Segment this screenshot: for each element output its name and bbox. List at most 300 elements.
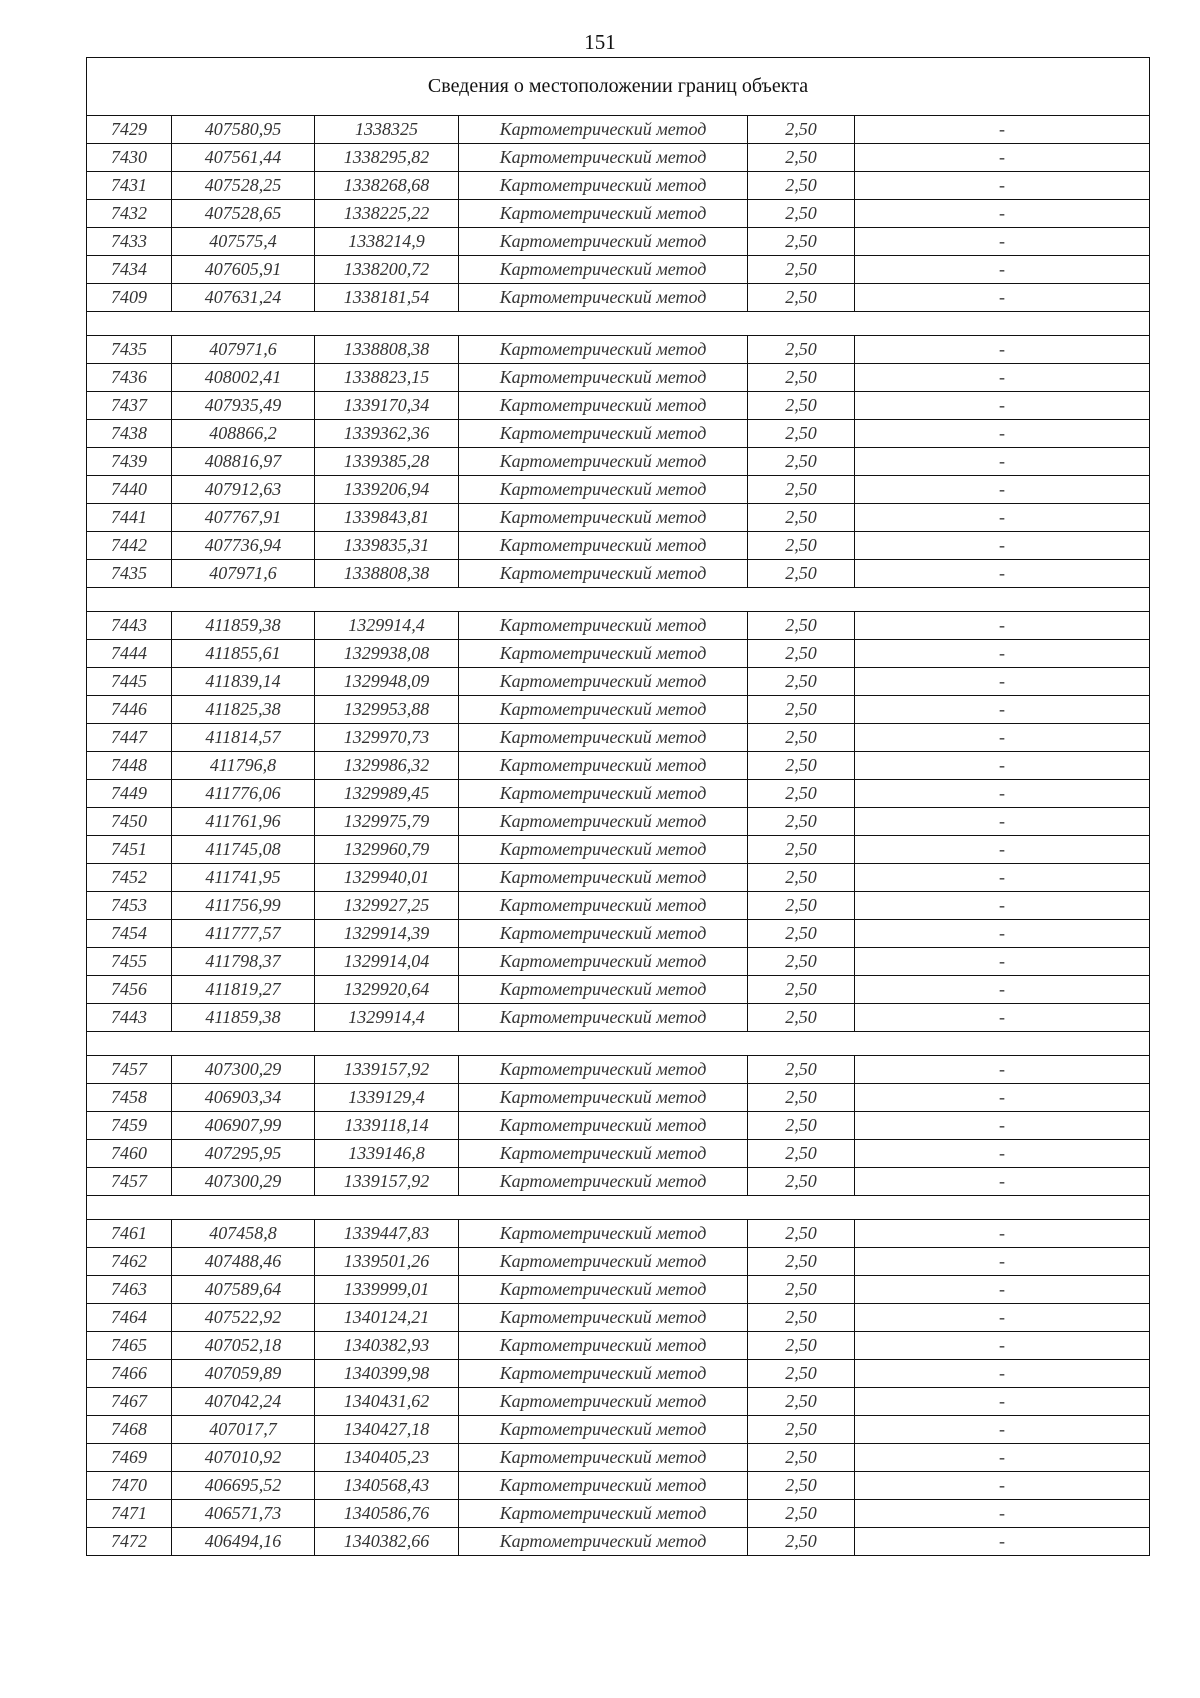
coord-y-cell: 1329914,04: [315, 948, 459, 976]
method-cell: Картометрический метод: [459, 1360, 748, 1388]
accuracy-cell: 2,50: [748, 256, 855, 284]
method-cell: Картометрический метод: [459, 836, 748, 864]
accuracy-cell: 2,50: [748, 1472, 855, 1500]
coord-x-cell: 407631,24: [172, 284, 315, 312]
coord-y-cell: 1339447,83: [315, 1220, 459, 1248]
coord-x-cell: 411756,99: [172, 892, 315, 920]
description-cell: -: [855, 420, 1150, 448]
point-number-cell: 7456: [87, 976, 172, 1004]
point-number-cell: 7432: [87, 200, 172, 228]
point-number-cell: 7445: [87, 668, 172, 696]
coord-y-cell: 1329948,09: [315, 668, 459, 696]
point-number-cell: 7451: [87, 836, 172, 864]
table-row: [87, 612, 1150, 640]
accuracy-cell: 2,50: [748, 1444, 855, 1472]
table-row: [87, 1220, 1150, 1248]
table-row: [87, 1500, 1150, 1528]
point-number-cell: 7471: [87, 1500, 172, 1528]
method-cell: Картометрический метод: [459, 476, 748, 504]
accuracy-cell: 2,50: [748, 1220, 855, 1248]
section-separator-cell: [87, 312, 1150, 336]
table-row: [87, 752, 1150, 780]
coord-y-cell: 1329986,32: [315, 752, 459, 780]
description-cell: -: [855, 864, 1150, 892]
accuracy-cell: 2,50: [748, 336, 855, 364]
method-cell: Картометрический метод: [459, 668, 748, 696]
accuracy-cell: 2,50: [748, 752, 855, 780]
coord-x-cell: 411776,06: [172, 780, 315, 808]
method-cell: Картометрический метод: [459, 1276, 748, 1304]
table-row: [87, 256, 1150, 284]
point-number-cell: 7431: [87, 172, 172, 200]
point-number-cell: 7453: [87, 892, 172, 920]
point-number-cell: 7466: [87, 1360, 172, 1388]
description-cell: -: [855, 560, 1150, 588]
accuracy-cell: 2,50: [748, 948, 855, 976]
point-number-cell: 7469: [87, 1444, 172, 1472]
point-number-cell: 7454: [87, 920, 172, 948]
point-number-cell: 7433: [87, 228, 172, 256]
table-row: [87, 808, 1150, 836]
method-cell: Картометрический метод: [459, 228, 748, 256]
method-cell: Картометрический метод: [459, 640, 748, 668]
coord-x-cell: 407935,49: [172, 392, 315, 420]
coord-y-cell: 1338225,22: [315, 200, 459, 228]
boundary-coordinates-table: [86, 57, 1150, 1556]
table-row: [87, 200, 1150, 228]
accuracy-cell: 2,50: [748, 1112, 855, 1140]
point-number-cell: 7460: [87, 1140, 172, 1168]
table-row: [87, 780, 1150, 808]
table-row: [87, 1472, 1150, 1500]
coord-x-cell: 408816,97: [172, 448, 315, 476]
method-cell: Картометрический метод: [459, 560, 748, 588]
table-row: [87, 336, 1150, 364]
coord-y-cell: 1339501,26: [315, 1248, 459, 1276]
coord-x-cell: 407300,29: [172, 1056, 315, 1084]
table-row: [87, 640, 1150, 668]
method-cell: Картометрический метод: [459, 1004, 748, 1032]
method-cell: Картометрический метод: [459, 1500, 748, 1528]
coord-x-cell: 411761,96: [172, 808, 315, 836]
description-cell: -: [855, 724, 1150, 752]
coord-y-cell: 1329975,79: [315, 808, 459, 836]
accuracy-cell: 2,50: [748, 1304, 855, 1332]
point-number-cell: 7429: [87, 116, 172, 144]
table-row: [87, 448, 1150, 476]
page-number: 151: [584, 30, 616, 54]
table-row: [87, 1388, 1150, 1416]
coord-x-cell: 407561,44: [172, 144, 315, 172]
coord-y-cell: 1338214,9: [315, 228, 459, 256]
description-cell: -: [855, 448, 1150, 476]
coord-y-cell: 1340405,23: [315, 1444, 459, 1472]
coord-y-cell: 1339157,92: [315, 1056, 459, 1084]
accuracy-cell: 2,50: [748, 228, 855, 256]
table-row: [87, 172, 1150, 200]
coord-x-cell: 411859,38: [172, 612, 315, 640]
description-cell: -: [855, 836, 1150, 864]
coord-x-cell: 407575,4: [172, 228, 315, 256]
accuracy-cell: 2,50: [748, 172, 855, 200]
method-cell: Картометрический метод: [459, 1528, 748, 1556]
table-row: [87, 284, 1150, 312]
coord-x-cell: 407042,24: [172, 1388, 315, 1416]
table-row: [87, 1332, 1150, 1360]
coord-x-cell: 406695,52: [172, 1472, 315, 1500]
accuracy-cell: 2,50: [748, 1276, 855, 1304]
method-cell: Картометрический метод: [459, 1168, 748, 1196]
section-separator-cell: [87, 588, 1150, 612]
description-cell: -: [855, 1500, 1150, 1528]
point-number-cell: 7464: [87, 1304, 172, 1332]
section-separator-cell: [87, 1032, 1150, 1056]
accuracy-cell: 2,50: [748, 892, 855, 920]
method-cell: Картометрический метод: [459, 780, 748, 808]
method-cell: Картометрический метод: [459, 976, 748, 1004]
coord-x-cell: 407736,94: [172, 532, 315, 560]
accuracy-cell: 2,50: [748, 1416, 855, 1444]
table-row: [87, 892, 1150, 920]
coord-x-cell: 407522,92: [172, 1304, 315, 1332]
method-cell: Картометрический метод: [459, 420, 748, 448]
accuracy-cell: 2,50: [748, 976, 855, 1004]
point-number-cell: 7443: [87, 612, 172, 640]
coord-y-cell: 1339157,92: [315, 1168, 459, 1196]
description-cell: -: [855, 1056, 1150, 1084]
method-cell: Картометрический метод: [459, 724, 748, 752]
method-cell: Картометрический метод: [459, 1444, 748, 1472]
method-cell: Картометрический метод: [459, 116, 748, 144]
point-number-cell: 7462: [87, 1248, 172, 1276]
coord-y-cell: 1339118,14: [315, 1112, 459, 1140]
coord-y-cell: 1340382,93: [315, 1332, 459, 1360]
accuracy-cell: 2,50: [748, 532, 855, 560]
coord-x-cell: 411745,08: [172, 836, 315, 864]
accuracy-cell: 2,50: [748, 448, 855, 476]
coord-x-cell: 406907,99: [172, 1112, 315, 1140]
method-cell: Картометрический метод: [459, 808, 748, 836]
point-number-cell: 7435: [87, 336, 172, 364]
table-row: [87, 1056, 1150, 1084]
accuracy-cell: 2,50: [748, 1004, 855, 1032]
accuracy-cell: 2,50: [748, 612, 855, 640]
description-cell: -: [855, 532, 1150, 560]
accuracy-cell: 2,50: [748, 1084, 855, 1112]
description-cell: -: [855, 976, 1150, 1004]
coord-x-cell: 407580,95: [172, 116, 315, 144]
accuracy-cell: 2,50: [748, 1140, 855, 1168]
method-cell: Картометрический метод: [459, 1084, 748, 1112]
description-cell: -: [855, 920, 1150, 948]
coord-y-cell: 1329953,88: [315, 696, 459, 724]
coord-x-cell: 408002,41: [172, 364, 315, 392]
coord-x-cell: 407589,64: [172, 1276, 315, 1304]
description-cell: -: [855, 696, 1150, 724]
point-number-cell: 7457: [87, 1056, 172, 1084]
method-cell: Картометрический метод: [459, 364, 748, 392]
description-cell: -: [855, 1168, 1150, 1196]
table-row: [87, 420, 1150, 448]
description-cell: -: [855, 1304, 1150, 1332]
description-cell: -: [855, 284, 1150, 312]
description-cell: -: [855, 1444, 1150, 1472]
coord-y-cell: 1329920,64: [315, 976, 459, 1004]
coord-x-cell: 406903,34: [172, 1084, 315, 1112]
point-number-cell: 7440: [87, 476, 172, 504]
point-number-cell: 7437: [87, 392, 172, 420]
table-row: [87, 668, 1150, 696]
coord-y-cell: 1338200,72: [315, 256, 459, 284]
description-cell: -: [855, 256, 1150, 284]
description-cell: -: [855, 780, 1150, 808]
coord-x-cell: 408866,2: [172, 420, 315, 448]
description-cell: -: [855, 612, 1150, 640]
table-row: [87, 116, 1150, 144]
accuracy-cell: 2,50: [748, 696, 855, 724]
point-number-cell: 7439: [87, 448, 172, 476]
accuracy-cell: 2,50: [748, 920, 855, 948]
table-row: [87, 1360, 1150, 1388]
coord-x-cell: 411819,27: [172, 976, 315, 1004]
coord-y-cell: 1338808,38: [315, 336, 459, 364]
point-number-cell: 7450: [87, 808, 172, 836]
table-title: Сведения о местоположении границ объекта: [87, 58, 1150, 116]
description-cell: -: [855, 948, 1150, 976]
coord-y-cell: 1340124,21: [315, 1304, 459, 1332]
table-row: [87, 1276, 1150, 1304]
method-cell: Картометрический метод: [459, 1388, 748, 1416]
description-cell: -: [855, 116, 1150, 144]
coord-x-cell: 407528,25: [172, 172, 315, 200]
description-cell: -: [855, 1220, 1150, 1248]
point-number-cell: 7409: [87, 284, 172, 312]
accuracy-cell: 2,50: [748, 836, 855, 864]
point-number-cell: 7467: [87, 1388, 172, 1416]
coord-x-cell: 407059,89: [172, 1360, 315, 1388]
method-cell: Картометрический метод: [459, 1112, 748, 1140]
description-cell: -: [855, 1112, 1150, 1140]
accuracy-cell: 2,50: [748, 560, 855, 588]
accuracy-cell: 2,50: [748, 1360, 855, 1388]
coord-y-cell: 1329940,01: [315, 864, 459, 892]
accuracy-cell: 2,50: [748, 200, 855, 228]
method-cell: Картометрический метод: [459, 284, 748, 312]
coord-x-cell: 411855,61: [172, 640, 315, 668]
coord-x-cell: 411798,37: [172, 948, 315, 976]
point-number-cell: 7430: [87, 144, 172, 172]
coord-y-cell: 1339999,01: [315, 1276, 459, 1304]
accuracy-cell: 2,50: [748, 284, 855, 312]
description-cell: -: [855, 1276, 1150, 1304]
coord-y-cell: 1329914,39: [315, 920, 459, 948]
table-row: [87, 696, 1150, 724]
coord-y-cell: 1339385,28: [315, 448, 459, 476]
coord-x-cell: 407528,65: [172, 200, 315, 228]
method-cell: Картометрический метод: [459, 448, 748, 476]
coord-y-cell: 1338295,82: [315, 144, 459, 172]
accuracy-cell: 2,50: [748, 116, 855, 144]
coord-x-cell: 411796,8: [172, 752, 315, 780]
coord-y-cell: 1339843,81: [315, 504, 459, 532]
point-number-cell: 7455: [87, 948, 172, 976]
method-cell: Картометрический метод: [459, 1056, 748, 1084]
method-cell: Картометрический метод: [459, 1304, 748, 1332]
description-cell: -: [855, 1472, 1150, 1500]
description-cell: -: [855, 1004, 1150, 1032]
description-cell: -: [855, 228, 1150, 256]
coord-y-cell: 1340427,18: [315, 1416, 459, 1444]
coord-y-cell: 1329938,08: [315, 640, 459, 668]
description-cell: -: [855, 752, 1150, 780]
point-number-cell: 7470: [87, 1472, 172, 1500]
section-separator-row: [87, 588, 1150, 612]
coord-y-cell: 1329960,79: [315, 836, 459, 864]
coord-y-cell: 1340586,76: [315, 1500, 459, 1528]
table-row: [87, 504, 1150, 532]
point-number-cell: 7442: [87, 532, 172, 560]
method-cell: Картометрический метод: [459, 1332, 748, 1360]
point-number-cell: 7446: [87, 696, 172, 724]
description-cell: -: [855, 668, 1150, 696]
method-cell: Картометрический метод: [459, 696, 748, 724]
table-row: [87, 1004, 1150, 1032]
coord-y-cell: 1340568,43: [315, 1472, 459, 1500]
coord-x-cell: 406571,73: [172, 1500, 315, 1528]
method-cell: Картометрический метод: [459, 392, 748, 420]
accuracy-cell: 2,50: [748, 420, 855, 448]
description-cell: -: [855, 1140, 1150, 1168]
coord-x-cell: 407971,6: [172, 336, 315, 364]
coord-y-cell: 1338823,15: [315, 364, 459, 392]
table-row: [87, 532, 1150, 560]
point-number-cell: 7468: [87, 1416, 172, 1444]
point-number-cell: 7436: [87, 364, 172, 392]
coord-x-cell: 411825,38: [172, 696, 315, 724]
description-cell: -: [855, 392, 1150, 420]
point-number-cell: 7458: [87, 1084, 172, 1112]
coord-x-cell: 411741,95: [172, 864, 315, 892]
accuracy-cell: 2,50: [748, 668, 855, 696]
table-row: [87, 1112, 1150, 1140]
accuracy-cell: 2,50: [748, 640, 855, 668]
accuracy-cell: 2,50: [748, 476, 855, 504]
accuracy-cell: 2,50: [748, 1332, 855, 1360]
table-row: [87, 228, 1150, 256]
table-row: [87, 1416, 1150, 1444]
table-row: [87, 920, 1150, 948]
coord-y-cell: 1338325: [315, 116, 459, 144]
point-number-cell: 7448: [87, 752, 172, 780]
description-cell: -: [855, 892, 1150, 920]
method-cell: Картометрический метод: [459, 1248, 748, 1276]
point-number-cell: 7457: [87, 1168, 172, 1196]
method-cell: Картометрический метод: [459, 1416, 748, 1444]
table-row: [87, 560, 1150, 588]
description-cell: -: [855, 336, 1150, 364]
point-number-cell: 7434: [87, 256, 172, 284]
description-cell: -: [855, 1084, 1150, 1112]
table-row: [87, 1168, 1150, 1196]
section-separator-row: [87, 1032, 1150, 1056]
coord-y-cell: 1340399,98: [315, 1360, 459, 1388]
coord-x-cell: 407017,7: [172, 1416, 315, 1444]
accuracy-cell: 2,50: [748, 1500, 855, 1528]
coord-x-cell: 411859,38: [172, 1004, 315, 1032]
point-number-cell: 7444: [87, 640, 172, 668]
accuracy-cell: 2,50: [748, 1168, 855, 1196]
accuracy-cell: 2,50: [748, 1248, 855, 1276]
method-cell: Картометрический метод: [459, 612, 748, 640]
coord-x-cell: 407295,95: [172, 1140, 315, 1168]
coord-x-cell: 407605,91: [172, 256, 315, 284]
table-row: [87, 1528, 1150, 1556]
method-cell: Картометрический метод: [459, 144, 748, 172]
description-cell: -: [855, 504, 1150, 532]
coord-x-cell: 407912,63: [172, 476, 315, 504]
table-row: [87, 976, 1150, 1004]
description-cell: -: [855, 1332, 1150, 1360]
coord-x-cell: 406494,16: [172, 1528, 315, 1556]
coord-y-cell: 1339835,31: [315, 532, 459, 560]
table-row: [87, 1084, 1150, 1112]
coord-y-cell: 1339206,94: [315, 476, 459, 504]
table-row: [87, 1304, 1150, 1332]
method-cell: Картометрический метод: [459, 864, 748, 892]
accuracy-cell: 2,50: [748, 144, 855, 172]
table-row: [87, 144, 1150, 172]
coord-x-cell: 411839,14: [172, 668, 315, 696]
coord-y-cell: 1329970,73: [315, 724, 459, 752]
coord-x-cell: 407052,18: [172, 1332, 315, 1360]
description-cell: -: [855, 640, 1150, 668]
table-row: [87, 1248, 1150, 1276]
description-cell: -: [855, 172, 1150, 200]
method-cell: Картометрический метод: [459, 1220, 748, 1248]
description-cell: -: [855, 1416, 1150, 1444]
section-separator-row: [87, 312, 1150, 336]
section-separator-cell: [87, 1196, 1150, 1220]
coord-y-cell: 1338181,54: [315, 284, 459, 312]
coord-x-cell: 411777,57: [172, 920, 315, 948]
coord-y-cell: 1329989,45: [315, 780, 459, 808]
table-row: [87, 364, 1150, 392]
coord-y-cell: 1339146,8: [315, 1140, 459, 1168]
table-row: [87, 392, 1150, 420]
coord-y-cell: 1340382,66: [315, 1528, 459, 1556]
accuracy-cell: 2,50: [748, 780, 855, 808]
accuracy-cell: 2,50: [748, 1056, 855, 1084]
coord-y-cell: 1329914,4: [315, 1004, 459, 1032]
table-row: [87, 836, 1150, 864]
accuracy-cell: 2,50: [748, 364, 855, 392]
table-title-row: [87, 58, 1150, 116]
coord-x-cell: 407488,46: [172, 1248, 315, 1276]
table-row: [87, 864, 1150, 892]
table-row: [87, 948, 1150, 976]
section-separator-row: [87, 1196, 1150, 1220]
coord-y-cell: 1329927,25: [315, 892, 459, 920]
coord-x-cell: 407971,6: [172, 560, 315, 588]
description-cell: -: [855, 808, 1150, 836]
point-number-cell: 7465: [87, 1332, 172, 1360]
accuracy-cell: 2,50: [748, 724, 855, 752]
description-cell: -: [855, 1528, 1150, 1556]
description-cell: -: [855, 144, 1150, 172]
coord-y-cell: 1340431,62: [315, 1388, 459, 1416]
accuracy-cell: 2,50: [748, 808, 855, 836]
table-row: [87, 1140, 1150, 1168]
